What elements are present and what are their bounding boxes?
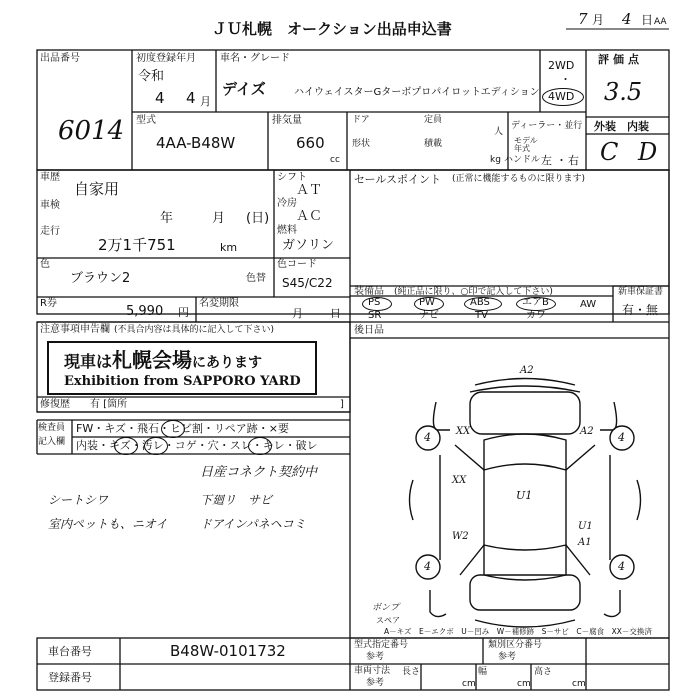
mark-4-lf: 4 [424, 431, 431, 444]
drive-2wd: 2WD [548, 59, 575, 72]
stamp-line1-a: 現車は [64, 352, 113, 371]
lot-number: 6014 [58, 116, 125, 146]
recycle-value: 5,990 [126, 304, 164, 319]
equip-tv: TV [475, 310, 488, 321]
equip-ps: PS [368, 297, 381, 308]
displacement-label: 排気量 [272, 115, 302, 126]
equip-pw: PW [419, 297, 435, 308]
exterior-grade: C [600, 138, 619, 166]
equip-abs: ABS [470, 297, 490, 308]
mark-w2: W2 [452, 531, 469, 542]
sales-point-label: セールスポイント [354, 173, 442, 186]
notes-label: 注意事項申告欄 [40, 324, 110, 335]
dims-height-unit: cm [572, 679, 586, 689]
inspector-label2: 記入欄 [38, 437, 66, 447]
mark-4-lr: 4 [424, 560, 431, 573]
dims-height-label: 高さ [534, 667, 553, 677]
usage-value: 自家用 [74, 180, 120, 198]
displacement-value: 660 [296, 134, 325, 152]
damage-legend: A－キズ E－エクボ U－凹み W－補修跡 S－サビ C－腐食 XX－交換済 [384, 627, 652, 636]
recycle-unit: 円 [178, 306, 189, 319]
mark-4-rf: 4 [618, 431, 625, 444]
equipment-note: (純正品に限り、○印で記入して下さい) [394, 287, 553, 297]
stamp-line2: Exhibition from SAPPORO YARD [64, 374, 301, 389]
mark-a2-top: A2 [520, 365, 534, 376]
handwritten-line2: シートシワ [48, 493, 109, 507]
equipment-label: 装備品 [354, 286, 384, 297]
handle-left: 左 [541, 154, 552, 167]
notes-sub: (不具合内容は具体的に記入して下さい) [114, 325, 275, 335]
registration-label: 初度登録年月 [136, 53, 196, 64]
mark-circle-2 [114, 437, 138, 455]
shape-label: 形状 [352, 139, 371, 149]
date-day: 4 [622, 10, 632, 28]
inspector-row2: 内装・キズ・汚レ・コゲ・穴・スレ・キレ・破レ [76, 439, 318, 452]
mark-a1-right: A1 [578, 537, 592, 548]
warranty-value: 有・無 [622, 303, 659, 317]
date-month: 7 [578, 10, 588, 28]
mark-circle-3 [144, 437, 168, 455]
color-code-label: 色コード [277, 259, 317, 270]
car-damage-diagram [410, 379, 641, 628]
handwritten-line4: 室内ペットも、ニオイ [48, 517, 168, 531]
equip-leather: カワ [526, 310, 546, 321]
stamp-line1-b: 札幌会場 [112, 348, 193, 372]
mark-u1-right: U1 [578, 521, 593, 532]
mark-xx-left: XX [456, 426, 471, 437]
mark-bottom-note: ボンプ [372, 603, 400, 613]
handle-right: 右 [568, 154, 579, 167]
capacity-unit: 人 [494, 127, 504, 137]
displacement-unit: cc [330, 155, 340, 165]
dims-width-unit: cm [517, 679, 531, 689]
inspection-label: 車検 [40, 200, 60, 211]
mileage-unit: km [220, 241, 238, 254]
mark-xx-mid: XX [452, 475, 467, 486]
dims-length-label: 長さ [402, 667, 421, 677]
shift-label: シフト [277, 172, 307, 183]
handwritten-line5: ドアインパネヘコミ [200, 517, 306, 531]
dealer-label: ディーラー・並行 [511, 121, 583, 131]
repair-close: ] [340, 399, 344, 410]
repair-label: 修復歴 [40, 399, 70, 410]
fuel-value: ガソリン [282, 238, 335, 253]
sales-point-note: (正常に機能するものに限ります) [452, 174, 586, 184]
model-value: 4AA-B48W [156, 134, 236, 152]
drive-4wd: 4WD [548, 90, 575, 103]
inspection-month: 月 [212, 211, 226, 226]
name-change-label: 名変期限 [199, 298, 239, 309]
dims-width-label: 幅 [478, 667, 488, 677]
registration-era: 令和 [138, 69, 165, 84]
name-change-month: 月 [292, 307, 303, 320]
shift-value: ＡＴ [296, 183, 323, 198]
dims-length-unit: cm [462, 679, 476, 689]
mileage-value: 2万1千751 [98, 236, 176, 254]
handle-label: ハンドル [504, 155, 541, 165]
regno-label: 登録番号 [48, 671, 92, 684]
mark-4-rr: 4 [618, 560, 625, 573]
handwritten-line1: 日産コネクト契約中 [200, 465, 318, 480]
equip-airbag: エアB [522, 297, 549, 308]
capacity-label: 定員 [424, 115, 443, 125]
inspection-day: (日) [246, 211, 270, 226]
equip-navi: ナビ [419, 310, 439, 321]
aircon-value: ＡＣ [296, 209, 323, 224]
color-code: S45/C22 [282, 276, 333, 290]
model-designation-sub: 参考 [366, 652, 385, 662]
form-title: ＪＵ札幌 オークション出品申込書 [212, 20, 452, 38]
color-change-label: 色替 [246, 273, 266, 284]
handwritten-line3: 下廻リ サビ [200, 493, 273, 507]
chassis-value: B48W-0101732 [170, 642, 286, 660]
color-label: 色 [40, 259, 50, 270]
equip-aw: AW [580, 299, 597, 310]
mark-a2-right: A2 [580, 426, 594, 437]
score-value: 3.5 [604, 78, 643, 106]
date-suffix: AA [654, 17, 667, 27]
load-unit: kg [490, 155, 501, 165]
load-label: 積載 [424, 139, 443, 149]
stamp-line1 [64, 350, 262, 370]
registration-month: 4 [186, 89, 196, 107]
date-month-unit: 月 [592, 13, 605, 27]
ext-int-label: 外装 内装 [594, 120, 649, 133]
class-designation-sub: 参考 [498, 652, 517, 662]
mark-circle-4 [248, 437, 272, 455]
registration-year: 4 [155, 89, 165, 107]
model-year-label: モデル年式 [514, 136, 538, 153]
car-name-label: 車名・グレード [220, 53, 290, 64]
date-day-unit: 日 [641, 13, 654, 27]
warranty-label: 新車保証書 [618, 287, 664, 297]
handle-dot: ・ [556, 154, 567, 167]
mark-bottom-note2: スペア [376, 616, 400, 625]
vehicle-dims-label: 車両寸法 [354, 666, 391, 676]
mileage-label: 走行 [40, 226, 60, 237]
lot-label: 出品番号 [40, 53, 80, 64]
model-designation-label: 型式指定番号 [354, 640, 409, 650]
fuel-label: 燃料 [277, 225, 297, 236]
inspection-year: 年 [160, 211, 174, 226]
car-name: デイズ [222, 80, 266, 98]
registration-month-unit: 月 [200, 95, 211, 108]
equip-sr: SR [368, 310, 382, 321]
recycle-label: R券 [40, 298, 57, 309]
stamp-line1-c: にあります [192, 355, 263, 371]
chassis-label: 車台番号 [48, 645, 92, 658]
name-change-day: 日 [330, 307, 341, 320]
usage-label: 車歴 [40, 172, 60, 183]
vehicle-dims-sub: 参考 [366, 678, 385, 688]
car-grade: ハイウェイスターGターボプロパイロットエディション [294, 87, 540, 98]
inspector-label1: 検査員 [38, 423, 66, 433]
model-label: 型式 [136, 115, 156, 126]
aircon-label: 冷房 [277, 198, 297, 209]
inspector-row1: FW・キズ・飛石・ヒビ割・リペア跡・×要 [76, 422, 289, 435]
interior-grade: D [638, 138, 658, 166]
mark-u1-center: U1 [516, 489, 533, 502]
color-value: ブラウン2 [70, 271, 131, 286]
drive-dot: ・ [560, 73, 571, 86]
door-label: ドア [352, 115, 370, 125]
class-designation-label: 類別区分番号 [488, 640, 543, 650]
mark-circle-1 [161, 420, 185, 438]
back-date-label: 後日品 [354, 325, 384, 336]
score-label: 評価点 [598, 53, 643, 66]
repair-value: 有 [箇所 [90, 399, 128, 410]
